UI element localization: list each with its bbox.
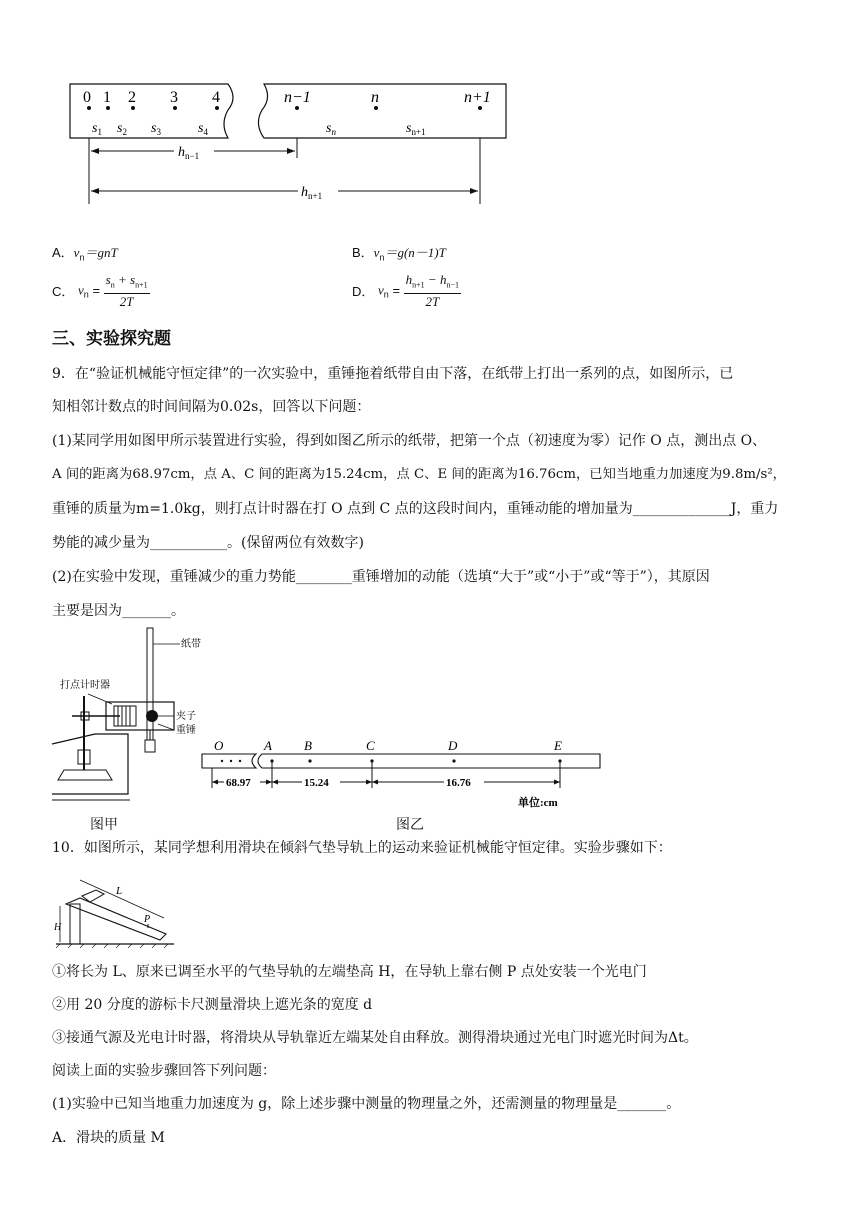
unit-label: 单位:cm	[518, 797, 558, 809]
q9-line-5: 重锤的质量为m=1.0kg，则打点计时器在打 O 点到 C 点的这段时间内，重锤动能的增加量为______________J，重力	[52, 501, 779, 517]
fig-P-label: P	[144, 914, 151, 925]
s2-label: $s_2$	[117, 121, 127, 137]
apparatus-figure	[50, 624, 210, 810]
s3-label: $s_3$	[151, 121, 161, 137]
q9-line-1: 9．在“验证机械能守恒定律”的一次实验中，重锤拖着纸带自由下落，在纸带上打出一系列的点，如图所示，已	[52, 366, 734, 382]
point-E: E	[554, 738, 562, 753]
clip-label: 夹子	[176, 711, 196, 722]
timer-label: 打点计时器	[60, 680, 110, 691]
point-label-n-1: n−1	[284, 89, 311, 106]
option-c-fraction: $\frac{s_n + s_{n+1}}{2T}$	[105, 272, 148, 309]
q9-line-6: 势能的减少量为___________。(保留两位有效数字)	[52, 535, 364, 551]
dist-OA: 68.97	[226, 777, 251, 789]
q10-option-a: A．滑块的质量 M	[52, 1130, 165, 1146]
point-label-2: 2	[128, 89, 136, 106]
point-A: A	[264, 738, 272, 753]
point-label-n: n	[371, 89, 379, 106]
point-C: C	[366, 738, 375, 753]
fig-jia-caption: 图甲	[90, 817, 118, 833]
option-d-fraction: $\frac{h_{n+1} - h_{n-1}}{2T}$	[405, 272, 459, 309]
q9-line-8: 主要是因为_______。	[52, 603, 185, 619]
q10-read: 阅读上面的实验步骤回答下列问题：	[52, 1063, 276, 1079]
option-d: D． $v_n$ = $\frac{h_{n+1} - h_{n-1}}{2T}$	[352, 272, 459, 309]
q10-step-1: ①将长为 L、原来已调至水平的气垫导轨的左端垫高 H，在导轨上靠右侧 P 点处安装一个光电门	[52, 964, 647, 980]
s1-label: $s_1$	[92, 121, 102, 137]
h-prev-label: $h_{n-1}$	[178, 145, 200, 161]
point-label-3: 3	[170, 89, 178, 106]
fig-H-label: H	[54, 922, 62, 933]
point-label-n+1: n+1	[464, 89, 491, 106]
point-D: D	[448, 738, 458, 753]
point-label-4: 4	[212, 89, 220, 106]
weight-label: 重锤	[176, 725, 196, 736]
q9-line-2: 知相邻计数点的时间间隔为0.02s，回答以下问题：	[52, 399, 371, 415]
tape-label: 纸带	[181, 639, 201, 650]
fig-yi-caption: 图乙	[396, 817, 424, 833]
dist-CE: 16.76	[446, 777, 471, 789]
q9-line-4: A 间的距离为68.97cm，点 A、C 间的距离为15.24cm，点 C、E 间的距离为16.76cm，已知当地重力加速度为9.8m/s²，	[52, 467, 786, 482]
point-label-0: 0	[83, 89, 91, 106]
q9-line-3: (1)某同学用如图甲所示装置进行实验，得到如图乙所示的纸带，把第一个点（初速度为零）记作 O 点，测出点 O、	[52, 433, 767, 449]
q10-sub-1: (1)实验中已知当地重力加速度为 g，除上述步骤中测量的物理量之外，还需测量的物理量是_______。	[52, 1096, 681, 1112]
tape-dots	[87, 106, 482, 110]
s4-label: $s_4$	[198, 121, 208, 137]
tape-measurement-figure	[196, 734, 606, 812]
sn1-label: $s_{n+1}$	[406, 121, 426, 137]
option-b: B．$v_n=g(n-1)T$	[352, 245, 446, 263]
section-title: 三、实验探究题	[52, 329, 171, 349]
paper-tape-figure	[60, 78, 520, 210]
q9-line-7: (2)在实验中发现，重锤减少的重力势能________重锤增加的动能（选填“大于”或“小于”或“等于”），其原因	[52, 569, 710, 585]
q10-intro: 10．如图所示，某同学想利用滑块在倾斜气垫导轨上的运动来验证机械能守恒定律。实验步骤如下：	[52, 840, 672, 856]
dist-AC: 15.24	[304, 777, 329, 789]
fig-L-label: L	[116, 885, 123, 897]
q10-step-3: ③接通气源及光电计时器，将滑块从导轨靠近左端某处自由释放。测得滑块通过光电门时遮光时间为Δt。	[52, 1030, 698, 1046]
option-a: A．$v_n=gnT$	[52, 245, 118, 263]
option-c: C． $v_n$ = $\frac{s_n + s_{n+1}}{2T}$	[52, 272, 148, 309]
point-B: B	[304, 738, 312, 753]
air-track-figure	[52, 860, 178, 948]
point-label-1: 1	[103, 89, 111, 106]
sn-label: $s_n$	[326, 121, 336, 137]
point-O: O	[214, 738, 224, 753]
h-next-label: $h_{n+1}$	[301, 185, 323, 201]
q10-step-2: ②用 20 分度的游标卡尺测量滑块上遮光条的宽度 d	[52, 997, 373, 1013]
